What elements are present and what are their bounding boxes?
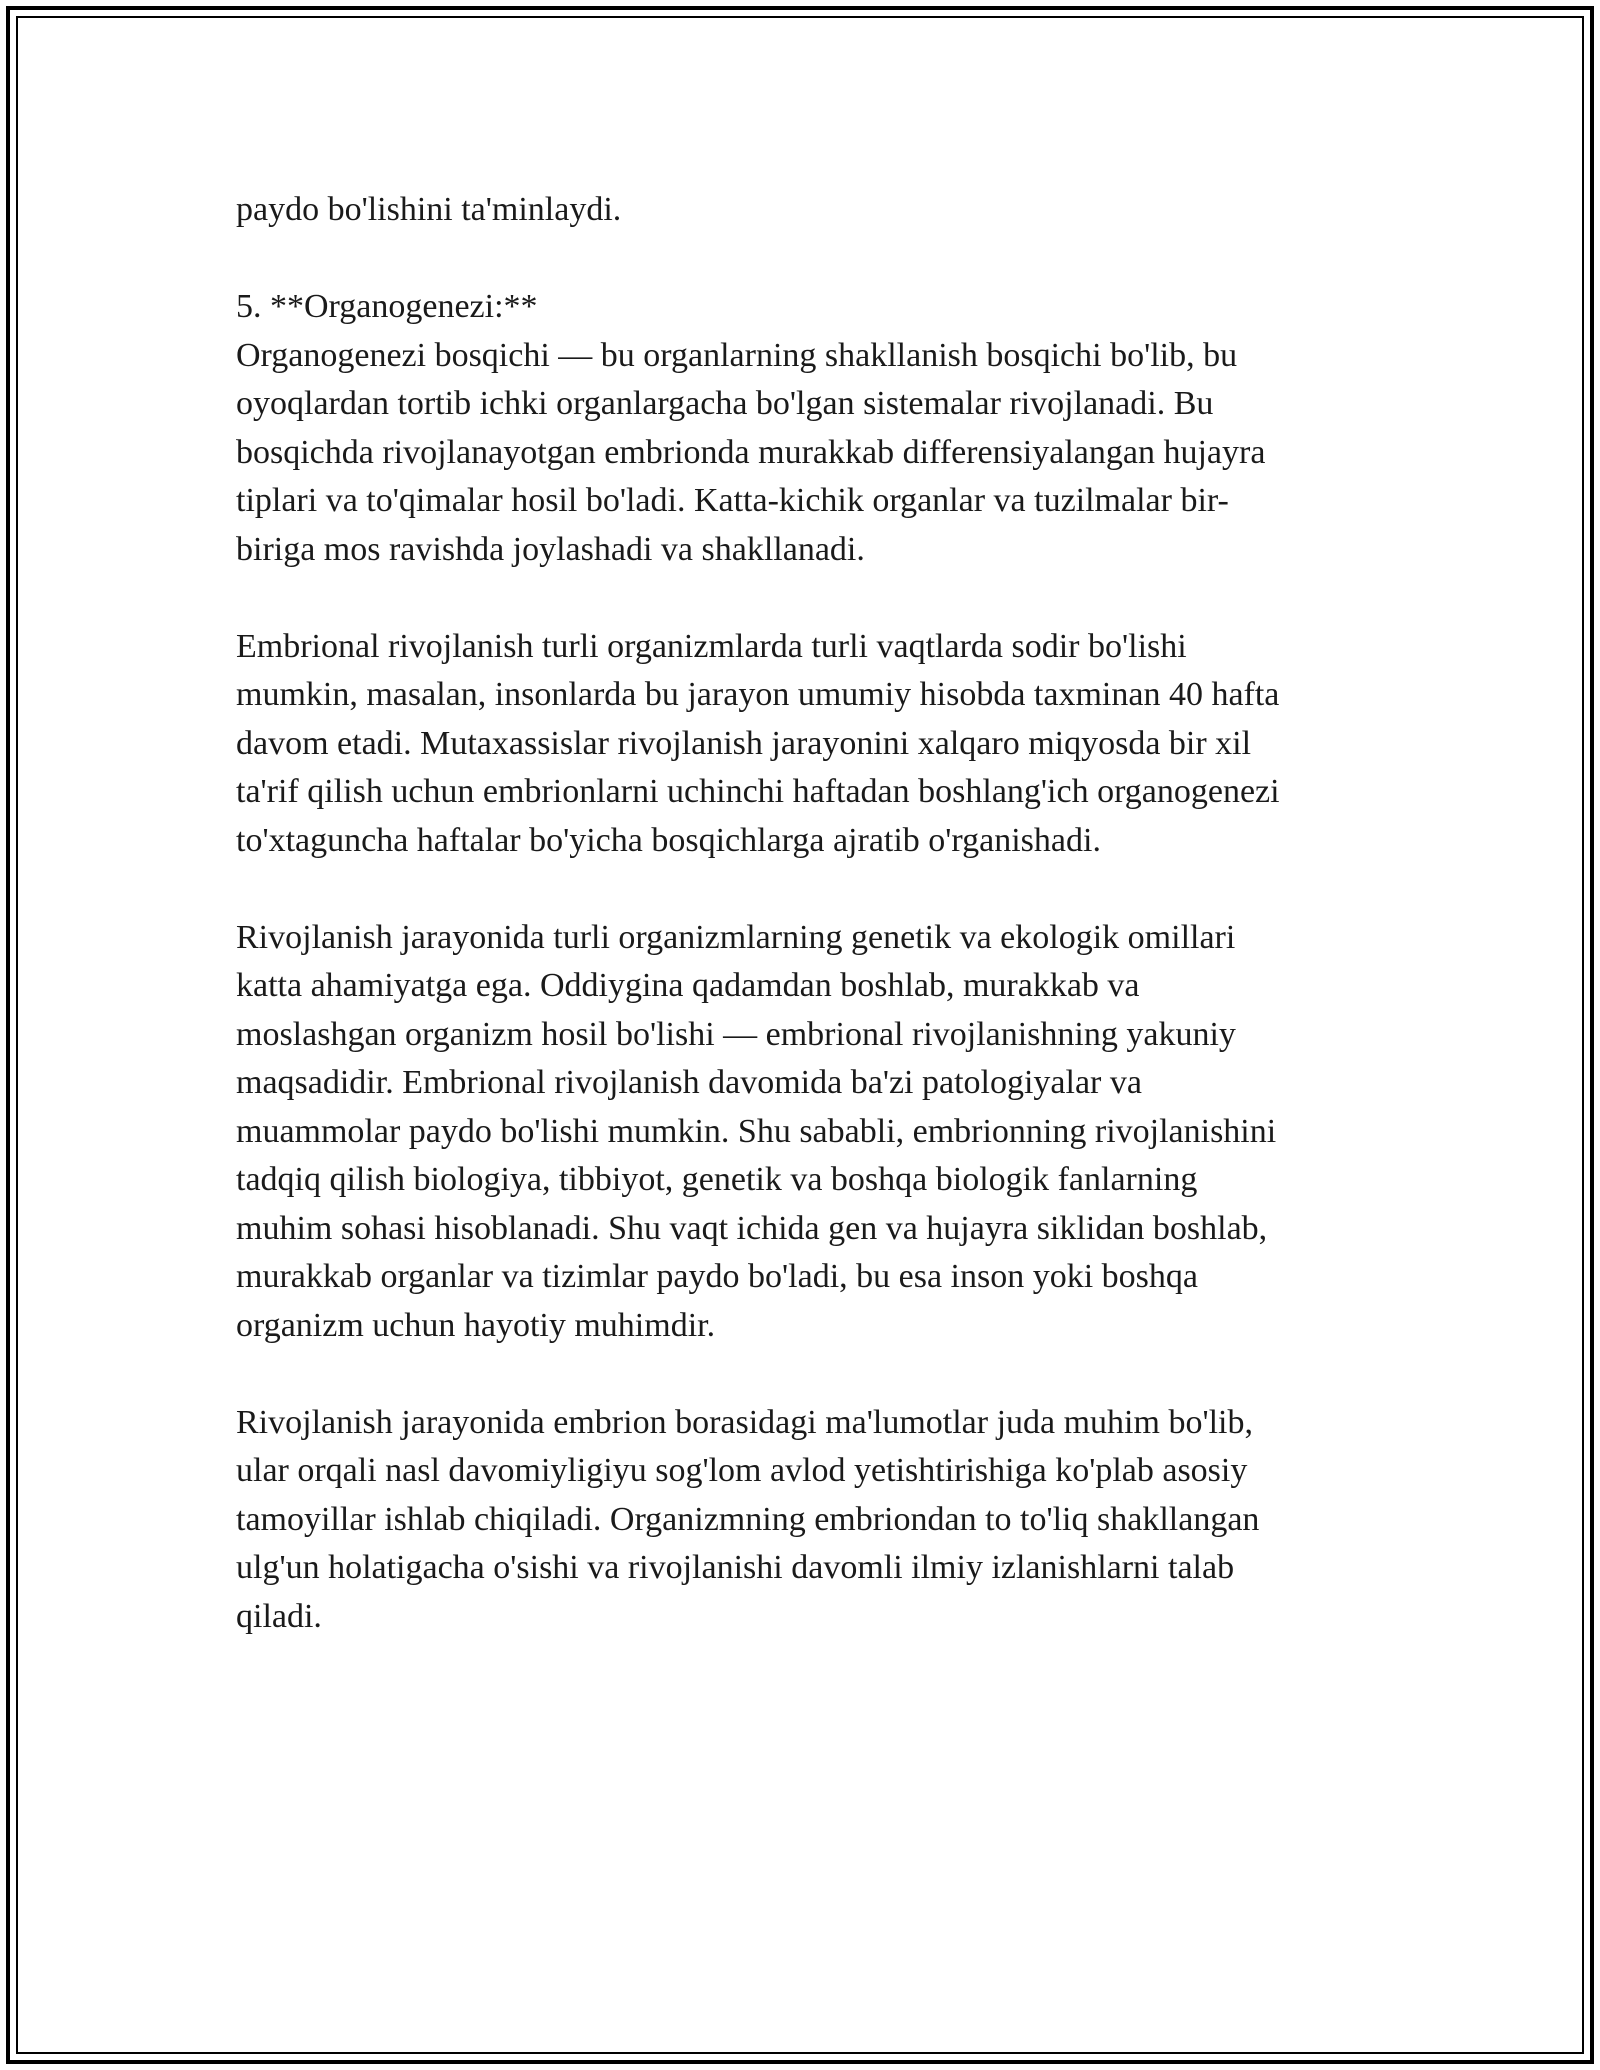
- paragraph-development-factors: Rivojlanish jarayonida turli organizmlarning genetik va ekologik omillari katta ahamiyatga ega. Oddiygina qadamdan boshlab, murakkab va moslashgan organizm hosil bo'lishi — embrional rivojlanishning yakuniy maqsadidir. Embrional rivojlanish davomida ba'zi patologiyalar va muammolar paydo bo'lishi mumkin. Shu sababli, embrionning rivojlanishini tadqiq qilish biologiya, tibbiyot, genetik va boshqa biologik fanlarning muhim sohasi hisoblanadi. Shu vaqt ichida gen va hujayra siklidan boshlab, murakkab organlar va tizimlar paydo bo'ladi, bu esa inson yoki boshqa organizm uchun hayotiy muhimdir.: [236, 918, 1277, 1344]
- paragraph-organogenesis: 5. **Organogenezi:** Organogenezi bosqichi — bu organlarning shakllanish bosqichi bo'lib, bu oyoqlardan tortib ichki organlargacha bo'lgan sistemalar rivojlanadi. Bu bosqichda rivojlanayotgan embrionda murakkab differensiyalangan hujayra tiplari va to'qimalar hosil bo'ladi. Katta-kichik organlar va tuzilmalar bir- biriga mos ravishda joylashadi va shakllanadi.: [236, 288, 1266, 568]
- paragraph-gap: [236, 865, 1416, 914]
- paragraph-gap: [236, 1350, 1416, 1399]
- paragraph-gap: [236, 574, 1416, 623]
- paragraph-continuation: paydo bo'lishini ta'minlaydi.: [236, 191, 622, 228]
- paragraph-gap: [236, 235, 1416, 284]
- paragraph-embryonic-timing: Embrional rivojlanish turli organizmlarda turli vaqtlarda sodir bo'lishi mumkin, masalan, insonlarda bu jarayon umumiy hisobda taxminan 40 hafta davom etadi. Mutaxassislar rivojlanish jarayonini xalqaro miqyosda bir xil ta'rif qilish uchun embrionlarni uchinchi haftadan boshlang'ich organogenezi to'xtaguncha haftalar bo'yicha bosqichlarga ajratib o'rganishadi.: [236, 627, 1280, 859]
- document-body: [236, 186, 1416, 1641]
- paragraph-conclusion: Rivojlanish jarayonida embrion borasidagi ma'lumotlar juda muhim bo'lib, ular orqali nasl davomiyligiyu sog'lom avlod yetishtirishiga ko'plab asosiy tamoyillar ishlab chiqiladi. Organizmning embriondan to to'liq shakllangan ulg'un holatigacha o'sishi va rivojlanishi davomli ilmiy izlanishlarni talab qiladi.: [236, 1403, 1260, 1635]
